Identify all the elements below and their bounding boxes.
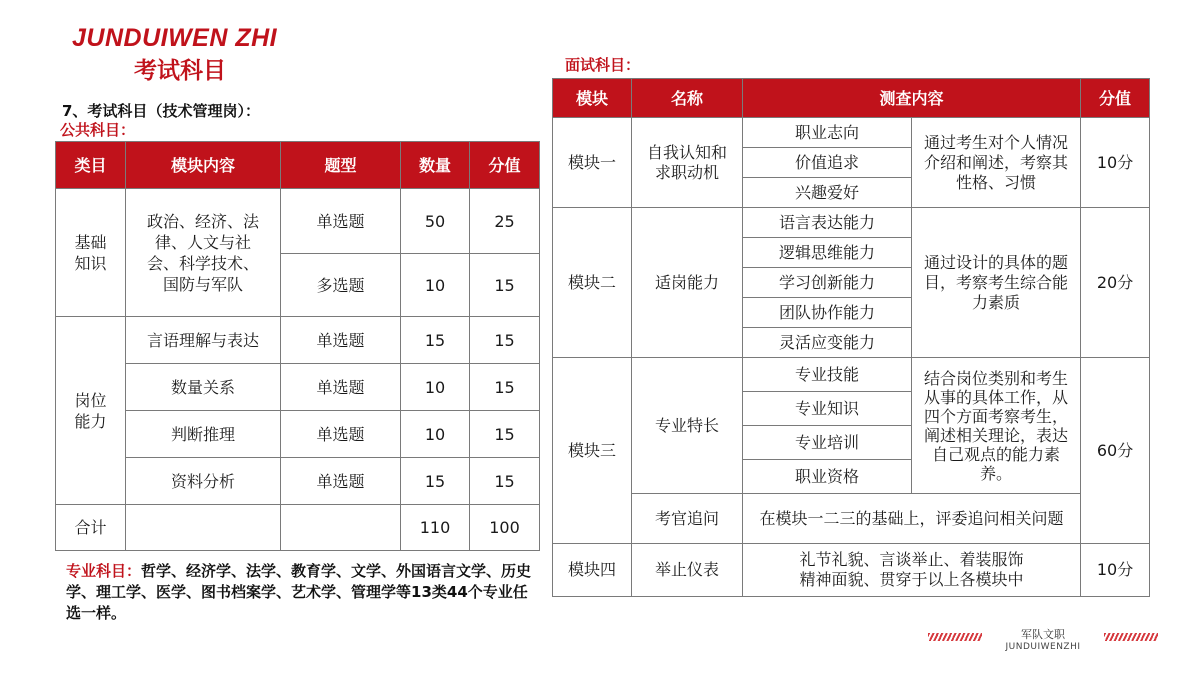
name-cell: 专业特长 — [632, 358, 743, 494]
score-cell: 25 — [470, 189, 540, 254]
count-cell: 10 — [401, 254, 470, 317]
item-cell: 兴趣爱好 — [743, 178, 912, 208]
module-cell: 模块三 — [553, 358, 632, 544]
score-cell: 15 — [470, 254, 540, 317]
score-cell: 15 — [470, 364, 540, 411]
item-cell: 学习创新能力 — [743, 268, 912, 298]
item-cell: 专业技能 — [743, 358, 912, 392]
table-row — [56, 317, 540, 364]
header-score: 分值 — [470, 142, 540, 189]
desc-cell: 通过考生对个人情况介绍和阐述，考察其性格、习惯 — [912, 118, 1081, 208]
desc-line: 精神面貌、贯穿于以上各模块中 — [799, 570, 1024, 589]
footer-brand-en: JUNDUIWENZHI — [1005, 642, 1081, 652]
professional-label: 专业科目： — [66, 562, 142, 580]
desc-line: 礼节礼貌、言谈举止、着装服饰 — [799, 550, 1024, 569]
interview-subjects-table — [552, 78, 1150, 597]
score-cell: 10分 — [1081, 118, 1150, 208]
item-cell: 专业培训 — [743, 426, 912, 460]
total-row — [56, 505, 540, 551]
count-cell: 10 — [401, 364, 470, 411]
item-cell: 语言表达能力 — [743, 208, 912, 238]
item-cell: 逻辑思维能力 — [743, 238, 912, 268]
interview-subjects-label: 面试科目： — [565, 56, 641, 74]
empty-cell — [281, 505, 401, 551]
footer-brand-cn: 军队文职 — [1021, 628, 1065, 641]
empty-cell — [126, 505, 281, 551]
type-cell: 单选题 — [281, 458, 401, 505]
header-module: 模块 — [553, 79, 632, 118]
item-cell: 团队协作能力 — [743, 298, 912, 328]
professional-subjects — [66, 561, 536, 624]
section-subheading: 7、考试科目（技术管理岗）： — [62, 102, 260, 120]
table-row — [553, 118, 1150, 148]
type-cell: 单选题 — [281, 364, 401, 411]
total-count: 110 — [401, 505, 470, 551]
category-cell: 岗位能力 — [56, 317, 126, 505]
score-cell: 15 — [470, 411, 540, 458]
header-assessment: 测查内容 — [743, 79, 1081, 118]
public-subjects-label: 公共科目： — [60, 121, 136, 139]
module-cell: 模块一 — [553, 118, 632, 208]
header-name: 名称 — [632, 79, 743, 118]
type-cell: 单选题 — [281, 317, 401, 364]
content-cell: 政治、经济、法律、人文与社会、科学技术、国防与军队 — [126, 189, 281, 317]
table-row — [56, 189, 540, 254]
type-cell: 单选题 — [281, 189, 401, 254]
footer-logo — [928, 624, 1158, 660]
module-cell: 模块二 — [553, 208, 632, 358]
professional-text: 哲学、经济学、法学、教育学、文学、外国语言文学、历史学、理工学、医学、图书档案学、艺术学、管理学等13类44个专业任选一样。 — [66, 562, 532, 622]
name-cell: 自我认知和求职动机 — [632, 118, 743, 208]
count-cell: 15 — [401, 317, 470, 364]
count-cell: 10 — [401, 411, 470, 458]
content-cell: 判断推理 — [126, 411, 281, 458]
type-cell: 多选题 — [281, 254, 401, 317]
score-cell: 15 — [470, 317, 540, 364]
table-row — [56, 458, 540, 505]
module-cell: 模块四 — [553, 544, 632, 597]
table-row — [553, 494, 1150, 544]
table-header-row — [56, 142, 540, 189]
table-row — [56, 364, 540, 411]
count-cell: 50 — [401, 189, 470, 254]
table-header-row — [553, 79, 1150, 118]
score-cell: 60分 — [1081, 358, 1150, 544]
desc-cell: 结合岗位类别和考生从事的具体工作，从四个方面考察考生，阐述相关理论，表达自己观点的能力素养。 — [912, 358, 1081, 494]
content-cell: 数量关系 — [126, 364, 281, 411]
table-row — [56, 411, 540, 458]
name-cell: 举止仪表 — [632, 544, 743, 597]
content-cell: 资料分析 — [126, 458, 281, 505]
desc-cell: 通过设计的具体的题目，考察考生综合能力素质 — [912, 208, 1081, 358]
public-subjects-table — [55, 141, 540, 551]
table-row — [553, 208, 1150, 238]
brand-logo-text: JUNDUIWEN ZHI — [72, 24, 278, 52]
item-cell: 职业志向 — [743, 118, 912, 148]
score-cell: 15 — [470, 458, 540, 505]
total-score: 100 — [470, 505, 540, 551]
header-type: 题型 — [281, 142, 401, 189]
item-cell: 灵活应变能力 — [743, 328, 912, 358]
table-row — [553, 358, 1150, 392]
item-cell: 价值追求 — [743, 148, 912, 178]
count-cell: 15 — [401, 458, 470, 505]
desc-cell — [743, 544, 1081, 597]
followup-desc-cell: 在模块一二三的基础上，评委追问相关问题 — [743, 494, 1081, 544]
page-title: 考试科目 — [134, 58, 226, 84]
header-content: 模块内容 — [126, 142, 281, 189]
table-row — [553, 544, 1150, 597]
type-cell: 单选题 — [281, 411, 401, 458]
name-cell: 适岗能力 — [632, 208, 743, 358]
header-score: 分值 — [1081, 79, 1150, 118]
header-category: 类目 — [56, 142, 126, 189]
total-label: 合计 — [56, 505, 126, 551]
score-cell: 10分 — [1081, 544, 1150, 597]
followup-name-cell: 考官追问 — [632, 494, 743, 544]
item-cell: 职业资格 — [743, 460, 912, 494]
content-cell: 言语理解与表达 — [126, 317, 281, 364]
header-count: 数量 — [401, 142, 470, 189]
item-cell: 专业知识 — [743, 392, 912, 426]
category-cell: 基础知识 — [56, 189, 126, 317]
score-cell: 20分 — [1081, 208, 1150, 358]
